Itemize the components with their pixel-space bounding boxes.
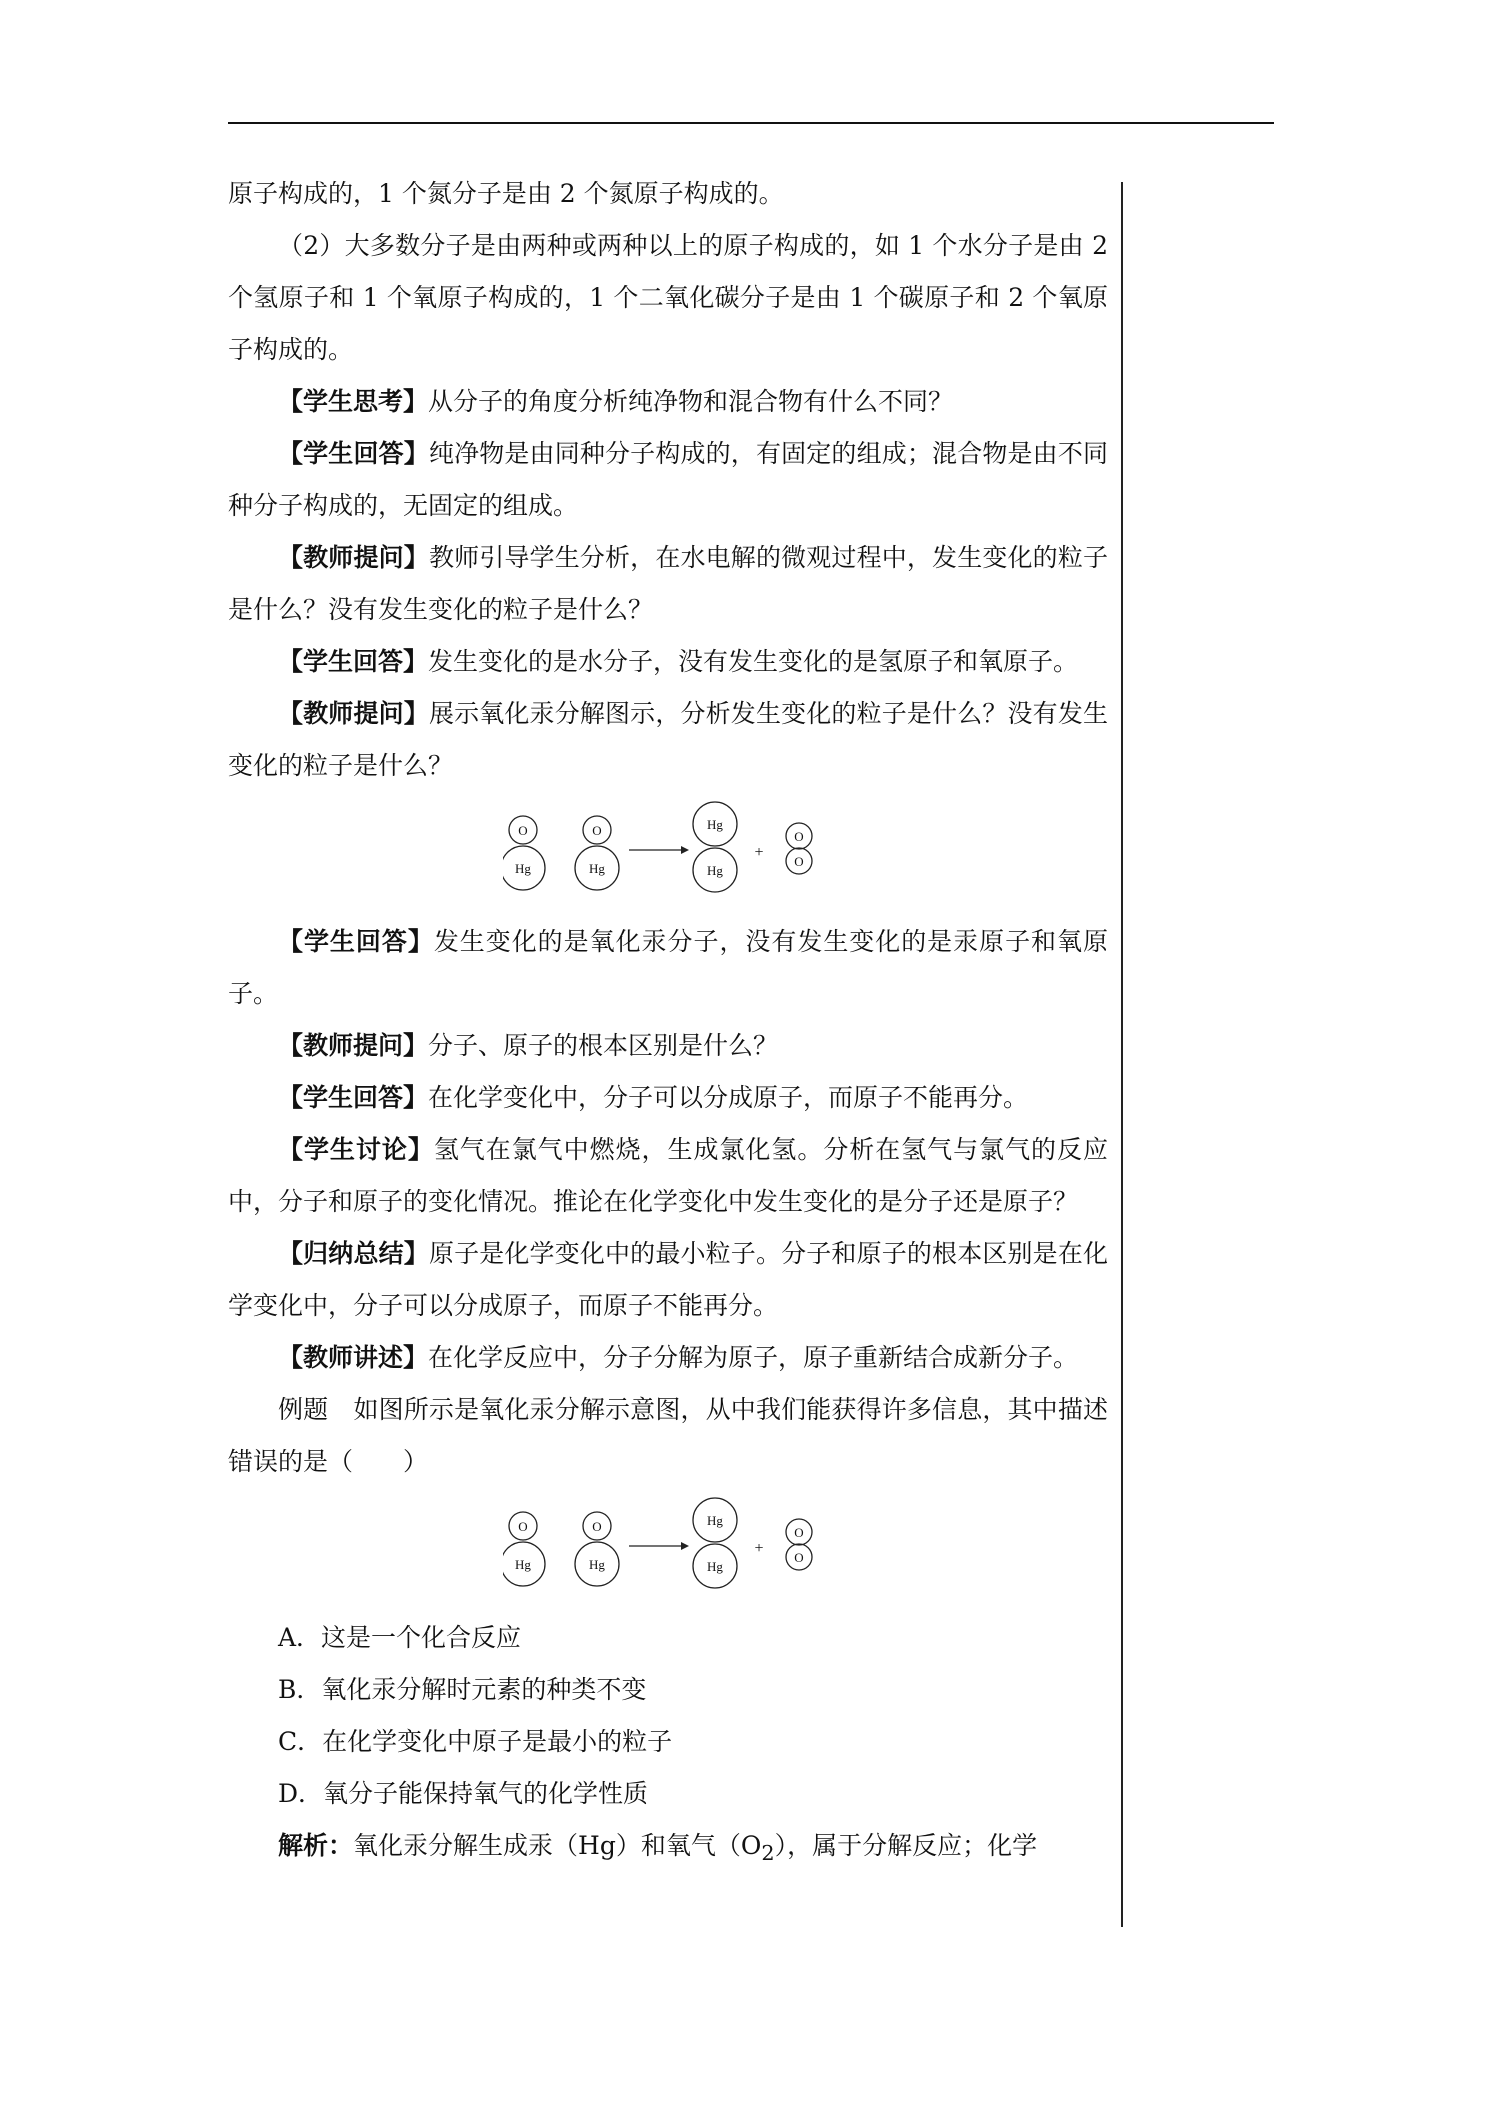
section-label: 【学生回答】 (278, 1083, 429, 1112)
mercury-atom-label: Hg (515, 1557, 531, 1572)
oxygen-atom-label: O (794, 1525, 804, 1540)
plus-sign: + (754, 1540, 764, 1557)
oxygen-atom-label: O (592, 823, 602, 838)
paragraph-text: 发生变化的是氧化汞分子，没有发生变化的是汞原子和氧原子。 (228, 927, 1108, 1008)
paragraph-text: 在化学变化中，分子可以分成原子，而原子不能再分。 (428, 1083, 1029, 1112)
paragraph-text: 分子、原子的根本区别是什么？ (428, 1031, 779, 1060)
analysis (228, 1820, 1108, 1879)
paragraph-text: 氢气在氯气中燃烧，生成氯化氢。分析在氢气与氯气的反应中，分子和原子的变化情况。推论在化学变化中发生变化的是分子还是原子？ (228, 1135, 1108, 1216)
paragraph (228, 532, 1108, 636)
section-label: 【学生回答】 (278, 439, 429, 468)
mercury-oxide-decomposition-figure (503, 800, 833, 910)
paragraph-text: 在化学反应中，分子分解为原子，原子重新结合成新分子。 (428, 1343, 1079, 1372)
oxygen-atom-label: O (794, 854, 804, 869)
section-label: 【学生回答】 (278, 647, 429, 676)
mercury-atom-label: Hg (589, 1557, 605, 1572)
oxygen-atom-label: O (794, 829, 804, 844)
paragraph (228, 1228, 1108, 1332)
mercury-atom-label: Hg (589, 861, 605, 876)
paragraph: 原子构成的，1 个氮分子是由 2 个氮原子构成的。 (228, 179, 784, 208)
analysis-text: ），属于分解反应；化学 (774, 1831, 1038, 1860)
section-label: 【教师讲述】 (278, 1343, 429, 1372)
analysis-text: 氧化汞分解生成汞（Hg）和氧气（O (353, 1831, 762, 1860)
subscript: 2 (761, 1841, 775, 1865)
oxygen-atom-label: O (794, 1550, 804, 1565)
paragraph (228, 376, 1108, 428)
section-label: 【学生讨论】 (278, 1135, 434, 1164)
paragraph (228, 636, 1108, 688)
example-question: 例题 如图所示是氧化汞分解示意图，从中我们能获得许多信息，其中描述错误的是（ ） (228, 1395, 1108, 1476)
plus-sign: + (754, 844, 764, 861)
section-label: 【学生回答】 (278, 927, 434, 956)
paragraph (228, 1332, 1108, 1384)
paragraph (228, 1072, 1108, 1124)
paragraph (228, 428, 1108, 532)
mercury-atom-label: Hg (515, 861, 531, 876)
paragraph (228, 1124, 1108, 1228)
right-column-rule (1121, 182, 1123, 1927)
option-b: B．氧化汞分解时元素的种类不变 (278, 1675, 647, 1704)
section-label: 【教师提问】 (278, 699, 429, 728)
analysis-label: 解析： (278, 1831, 354, 1860)
oxygen-atom-label: O (592, 1519, 602, 1534)
paragraph (228, 1020, 1108, 1072)
paragraph-text: 纯净物是由同种分子构成的，有固定的组成；混合物是由不同种分子构成的，无固定的组成。 (228, 439, 1108, 520)
paragraph: （2）大多数分子是由两种或两种以上的原子构成的，如 1 个水分子是由 2 个氢原子和 1 个氧原子构成的，1 个二氧化碳分子是由 1 个碳原子和 2 个氧原子构成的。 (228, 231, 1108, 364)
oxygen-atom-label: O (518, 823, 528, 838)
top-rule (228, 122, 1274, 124)
mercury-atom-label: Hg (707, 1513, 723, 1528)
option-c: C．在化学变化中原子是最小的粒子 (278, 1727, 673, 1756)
paragraph-text: 展示氧化汞分解图示，分析发生变化的粒子是什么？没有发生变化的粒子是什么？ (228, 699, 1108, 780)
mercury-atom-label: Hg (707, 817, 723, 832)
lesson-content (228, 168, 1108, 1879)
paragraph (228, 688, 1108, 792)
paragraph-text: 原子是化学变化中的最小粒子。分子和原子的根本区别是在化学变化中，分子可以分成原子，而原子不能再分。 (228, 1239, 1108, 1320)
paragraph-text: 发生变化的是水分子，没有发生变化的是氢原子和氧原子。 (428, 647, 1079, 676)
mercury-oxide-decomposition-figure (503, 1496, 833, 1606)
section-label: 【教师提问】 (278, 1031, 429, 1060)
mercury-atom-label: Hg (707, 863, 723, 878)
paragraph-text: 从分子的角度分析纯净物和混合物有什么不同？ (428, 387, 954, 416)
paragraph (228, 916, 1108, 1020)
mercury-atom-label: Hg (707, 1559, 723, 1574)
option-d: D．氧分子能保持氧气的化学性质 (278, 1779, 649, 1808)
section-label: 【归纳总结】 (278, 1239, 429, 1268)
option-a: A．这是一个化合反应 (278, 1623, 522, 1652)
section-label: 【学生思考】 (278, 387, 429, 416)
paragraph-text: 教师引导学生分析，在水电解的微观过程中，发生变化的粒子是什么？没有发生变化的粒子是什么？ (228, 543, 1108, 624)
section-label: 【教师提问】 (278, 543, 429, 572)
oxygen-atom-label: O (518, 1519, 528, 1534)
